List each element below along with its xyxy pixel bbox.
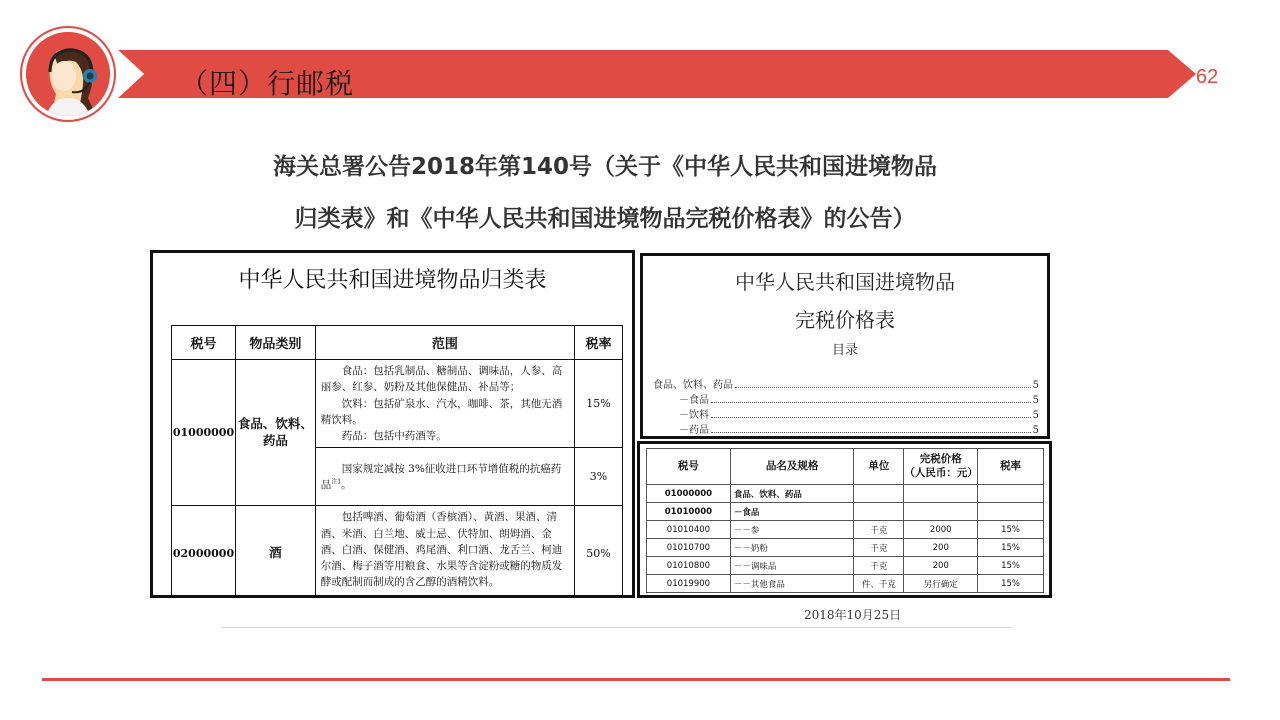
classification-table-panel (150, 250, 635, 598)
customer-service-avatar (22, 28, 114, 120)
dutiable-price: 2000 (904, 521, 978, 539)
table-row (647, 521, 1044, 539)
toc-heading: 目录 (831, 343, 858, 358)
dutiable-price (904, 503, 978, 521)
scope-anticancer-end: 。 (341, 478, 352, 491)
toc-page: 5 (1032, 425, 1039, 436)
table-header-row (647, 449, 1044, 485)
scope-liquor: 包括啤酒、葡萄酒（香槟酒）、黄酒、果酒、清酒、米酒、白兰地、威士忌、伏特加、朗姆酒、金酒、白酒、保健酒、鸡尾酒、利口酒、龙舌兰、柯迪尔酒、梅子酒等用粮食、水果等含淀粉或糖的物质发酵或配制而制成的含乙醇的酒精饮料。 (320, 511, 563, 589)
tariff-code: 01010000 (647, 503, 731, 521)
price-table (646, 448, 1044, 593)
scope-anticancer-text: 国家规定减按 3%征收进口环节增值税的抗癌药品 (320, 462, 562, 491)
unit: 千克 (854, 521, 904, 539)
toc-label: 食品、饮料、药品 (653, 380, 733, 391)
tax-rate: 15% (575, 360, 623, 448)
price-header-line2: （人民币：元） (904, 466, 978, 479)
column-header: 税号 (647, 449, 731, 485)
tax-rate: 15% (978, 539, 1044, 557)
tariff-code: 01000000 (172, 360, 236, 506)
divider (222, 627, 1012, 628)
toc-item (653, 421, 1039, 436)
tariff-code: 01010700 (647, 539, 731, 557)
scope-cell (315, 506, 574, 598)
toc-label: －食品 (679, 395, 709, 406)
table-row (647, 575, 1044, 593)
unit (854, 485, 904, 503)
scope-cell (315, 448, 574, 506)
item-name: －－奶粉 (730, 539, 854, 557)
column-header: 范围 (315, 326, 574, 360)
unit: 千克 (854, 557, 904, 575)
headset-person-icon (26, 32, 110, 116)
column-header: 税号 (172, 326, 236, 360)
table-row (172, 360, 623, 448)
toc-leader (711, 432, 1031, 433)
toc-page: 5 (1032, 410, 1039, 421)
announcement-date: 2018年10月25日 (804, 608, 902, 622)
toc-page: 5 (1032, 395, 1039, 406)
item-name: －－调味品 (730, 557, 854, 575)
classification-table-title: 中华人民共和国进境物品归类表 (238, 268, 547, 293)
column-header (904, 449, 978, 485)
tariff-code: 01010400 (647, 521, 731, 539)
table-header-row (172, 326, 623, 360)
toc-page: 5 (1032, 380, 1039, 391)
tariff-code: 01010800 (647, 557, 731, 575)
tariff-code: 02000000 (172, 506, 236, 598)
page-number: 62 (1196, 66, 1219, 88)
announcement-heading-line1: 海关总署公告2018年第140号（关于《中华人民共和国进境物品 (272, 154, 938, 180)
scope-anticancer (321, 461, 569, 494)
toc-label: －药品 (679, 425, 709, 436)
tax-rate: 15% (978, 575, 1044, 593)
column-header: 品名及规格 (730, 449, 854, 485)
dutiable-price: 200 (904, 539, 978, 557)
item-name: －－其他食品 (730, 575, 854, 593)
tax-rate: 3% (575, 448, 623, 506)
tax-rate: 15% (978, 521, 1044, 539)
unit: 件、千克 (854, 575, 904, 593)
dutiable-price: 200 (904, 557, 978, 575)
footnote-marker: 注1 (331, 478, 342, 486)
table-of-contents (653, 376, 1039, 436)
table-row (647, 557, 1044, 575)
toc-leader (735, 387, 1031, 388)
footer-rule (42, 678, 1230, 681)
price-header-line1: 完税价格 (919, 453, 962, 466)
tariff-code: 01019900 (647, 575, 731, 593)
tax-rate: 15% (978, 557, 1044, 575)
price-table-title-line1: 中华人民共和国进境物品 (735, 270, 955, 294)
column-header: 税率 (575, 326, 623, 360)
scope-medicine: 药品：包括中药酒等。 (341, 430, 447, 443)
toc-item (653, 391, 1039, 406)
column-header: 税率 (978, 449, 1044, 485)
table-row (647, 503, 1044, 521)
table-row (647, 485, 1044, 503)
dutiable-price: 另行确定 (904, 575, 978, 593)
toc-item (653, 376, 1039, 391)
tax-rate (978, 485, 1044, 503)
tax-rate: 50% (575, 506, 623, 598)
price-table-title-line2: 完税价格表 (795, 308, 895, 332)
toc-leader (711, 417, 1031, 418)
toc-label: －饮料 (679, 410, 709, 421)
unit: 千克 (854, 539, 904, 557)
toc-leader (711, 402, 1031, 403)
unit (854, 503, 904, 521)
scope-cell (315, 360, 574, 448)
column-header: 单位 (854, 449, 904, 485)
item-name: －－参 (730, 521, 854, 539)
announcement-heading-line2: 归类表》和《中华人民共和国进境物品完税价格表》的公告） (294, 206, 916, 232)
item-name: －食品 (730, 503, 854, 521)
item-category: 酒 (235, 506, 315, 598)
item-category: 食品、饮料、药品 (235, 360, 315, 506)
item-name: 食品、饮料、药品 (730, 485, 854, 503)
dutiable-price (904, 485, 978, 503)
toc-item (653, 406, 1039, 421)
classification-table (171, 325, 623, 598)
tariff-code: 01000000 (647, 485, 731, 503)
column-header: 物品类别 (235, 326, 315, 360)
scope-drinks: 饮料：包括矿泉水、汽水，咖啡、茶，其他无酒精饮料。 (320, 397, 563, 426)
table-row (647, 539, 1044, 557)
scope-food: 食品：包括乳制品、糖制品、调味品，人参、高丽参、红参、奶粉及其他保健品、补品等； (320, 365, 563, 394)
price-table-panel (637, 441, 1052, 598)
table-row (172, 506, 623, 598)
price-table-cover-panel (640, 253, 1050, 439)
tax-rate (978, 503, 1044, 521)
slide-title: （四）行邮税 (180, 67, 355, 100)
